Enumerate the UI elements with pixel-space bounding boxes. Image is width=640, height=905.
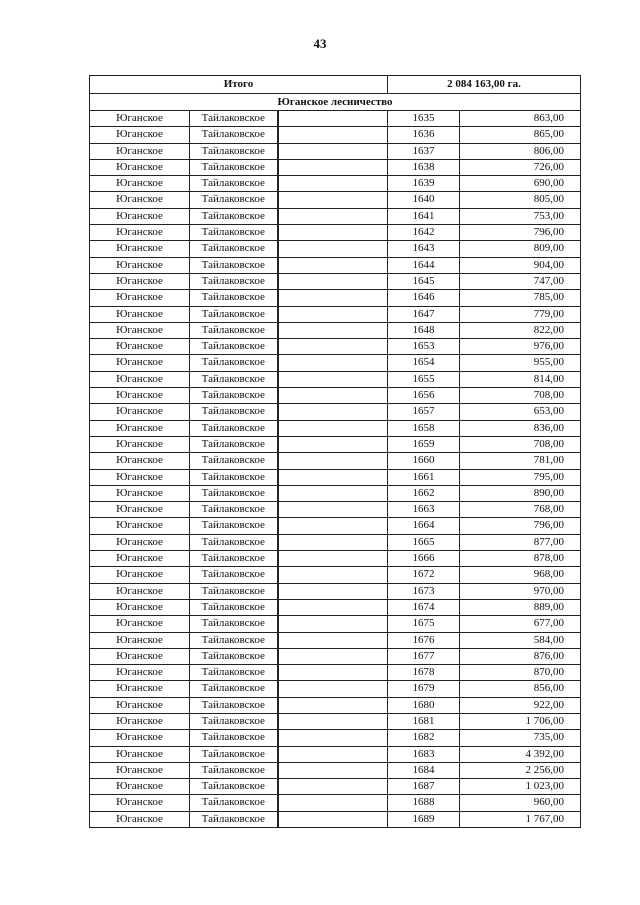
block-number-cell: 1665	[388, 534, 460, 550]
district-cell: Тайлаковское	[190, 322, 278, 338]
table-row	[90, 159, 581, 175]
district-cell: Тайлаковское	[190, 192, 278, 208]
forestry-cell: Юганское	[90, 339, 190, 355]
district-cell: Тайлаковское	[190, 371, 278, 387]
empty-cell	[278, 388, 388, 404]
forestry-cell: Юганское	[90, 648, 190, 664]
forestry-cell: Юганское	[90, 355, 190, 371]
forestry-cell: Юганское	[90, 502, 190, 518]
table-row	[90, 811, 581, 827]
block-number-cell: 1644	[388, 257, 460, 273]
area-cell: 1 023,00	[460, 779, 581, 795]
block-number-cell: 1655	[388, 371, 460, 387]
district-cell: Тайлаковское	[190, 599, 278, 615]
table-row	[90, 111, 581, 127]
district-cell: Тайлаковское	[190, 290, 278, 306]
district-cell: Тайлаковское	[190, 730, 278, 746]
block-number-cell: 1676	[388, 632, 460, 648]
block-number-cell: 1689	[388, 811, 460, 827]
block-number-cell: 1675	[388, 616, 460, 632]
district-cell: Тайлаковское	[190, 273, 278, 289]
forestry-cell: Юганское	[90, 208, 190, 224]
table-body	[90, 76, 581, 828]
area-cell: 747,00	[460, 273, 581, 289]
block-number-cell: 1639	[388, 176, 460, 192]
table-row	[90, 551, 581, 567]
table-row	[90, 241, 581, 257]
table-row	[90, 192, 581, 208]
forestry-cell: Юганское	[90, 599, 190, 615]
table-row	[90, 290, 581, 306]
table-row	[90, 388, 581, 404]
forestry-cell: Юганское	[90, 192, 190, 208]
table-row	[90, 632, 581, 648]
empty-cell	[278, 648, 388, 664]
block-number-cell: 1641	[388, 208, 460, 224]
empty-cell	[278, 257, 388, 273]
area-cell: 1 706,00	[460, 713, 581, 729]
block-number-cell: 1660	[388, 453, 460, 469]
empty-cell	[278, 339, 388, 355]
forestry-cell: Юганское	[90, 388, 190, 404]
area-cell: 863,00	[460, 111, 581, 127]
table-row	[90, 127, 581, 143]
block-number-cell: 1657	[388, 404, 460, 420]
block-number-cell: 1678	[388, 665, 460, 681]
district-cell: Тайлаковское	[190, 127, 278, 143]
district-cell: Тайлаковское	[190, 404, 278, 420]
area-cell: 889,00	[460, 599, 581, 615]
block-number-cell: 1664	[388, 518, 460, 534]
empty-cell	[278, 469, 388, 485]
empty-cell	[278, 811, 388, 827]
district-cell: Тайлаковское	[190, 697, 278, 713]
table-row	[90, 322, 581, 338]
table-row	[90, 485, 581, 501]
district-cell: Тайлаковское	[190, 111, 278, 127]
table-row	[90, 371, 581, 387]
district-cell: Тайлаковское	[190, 143, 278, 159]
area-cell: 968,00	[460, 567, 581, 583]
forestry-cell: Юганское	[90, 713, 190, 729]
empty-cell	[278, 404, 388, 420]
district-cell: Тайлаковское	[190, 779, 278, 795]
district-cell: Тайлаковское	[190, 176, 278, 192]
empty-cell	[278, 225, 388, 241]
empty-cell	[278, 111, 388, 127]
forestry-cell: Юганское	[90, 811, 190, 827]
district-cell: Тайлаковское	[190, 795, 278, 811]
page-number: 43	[313, 36, 327, 51]
district-cell: Тайлаковское	[190, 502, 278, 518]
area-cell: 878,00	[460, 551, 581, 567]
block-number-cell: 1653	[388, 339, 460, 355]
area-cell: 726,00	[460, 159, 581, 175]
forestry-cell: Юганское	[90, 730, 190, 746]
empty-cell	[278, 616, 388, 632]
table-row	[90, 420, 581, 436]
table-row	[90, 436, 581, 452]
empty-cell	[278, 436, 388, 452]
block-number-cell: 1654	[388, 355, 460, 371]
area-cell: 814,00	[460, 371, 581, 387]
table-row	[90, 665, 581, 681]
district-cell: Тайлаковское	[190, 681, 278, 697]
block-number-cell: 1677	[388, 648, 460, 664]
table-row	[90, 616, 581, 632]
area-cell: 890,00	[460, 485, 581, 501]
block-number-cell: 1638	[388, 159, 460, 175]
table-row	[90, 453, 581, 469]
block-number-cell: 1645	[388, 273, 460, 289]
table-row	[90, 746, 581, 762]
empty-cell	[278, 713, 388, 729]
table-row	[90, 713, 581, 729]
block-number-cell: 1647	[388, 306, 460, 322]
district-cell: Тайлаковское	[190, 241, 278, 257]
table-row	[90, 273, 581, 289]
area-cell: 806,00	[460, 143, 581, 159]
area-cell: 4 392,00	[460, 746, 581, 762]
table-row	[90, 518, 581, 534]
empty-cell	[278, 583, 388, 599]
table-row	[90, 469, 581, 485]
district-cell: Тайлаковское	[190, 306, 278, 322]
table-row	[90, 534, 581, 550]
district-cell: Тайлаковское	[190, 551, 278, 567]
block-number-cell: 1656	[388, 388, 460, 404]
forestry-cell: Юганское	[90, 632, 190, 648]
forestry-cell: Юганское	[90, 404, 190, 420]
area-cell: 976,00	[460, 339, 581, 355]
forestry-cell: Юганское	[90, 665, 190, 681]
table-row	[90, 583, 581, 599]
empty-cell	[278, 273, 388, 289]
forestry-cell: Юганское	[90, 241, 190, 257]
forestry-cell: Юганское	[90, 534, 190, 550]
forestry-cell: Юганское	[90, 746, 190, 762]
forestry-cell: Юганское	[90, 159, 190, 175]
block-number-cell: 1673	[388, 583, 460, 599]
area-cell: 822,00	[460, 322, 581, 338]
empty-cell	[278, 208, 388, 224]
district-cell: Тайлаковское	[190, 469, 278, 485]
forestry-cell: Юганское	[90, 420, 190, 436]
table-row	[90, 762, 581, 778]
forestry-cell: Юганское	[90, 273, 190, 289]
block-number-cell: 1662	[388, 485, 460, 501]
forestry-cell: Юганское	[90, 306, 190, 322]
block-number-cell: 1679	[388, 681, 460, 697]
empty-cell	[278, 534, 388, 550]
forestry-cell: Юганское	[90, 176, 190, 192]
district-cell: Тайлаковское	[190, 355, 278, 371]
empty-cell	[278, 502, 388, 518]
forestry-cell: Юганское	[90, 795, 190, 811]
table-row	[90, 404, 581, 420]
empty-cell	[278, 241, 388, 257]
area-cell: 856,00	[460, 681, 581, 697]
forestry-cell: Юганское	[90, 567, 190, 583]
empty-cell	[278, 551, 388, 567]
area-cell: 2 256,00	[460, 762, 581, 778]
area-cell: 735,00	[460, 730, 581, 746]
district-cell: Тайлаковское	[190, 339, 278, 355]
district-cell: Тайлаковское	[190, 518, 278, 534]
forestry-cell: Юганское	[90, 143, 190, 159]
district-cell: Тайлаковское	[190, 665, 278, 681]
total-value: 2 084 163,00 га.	[388, 76, 581, 94]
forestry-cell: Юганское	[90, 322, 190, 338]
empty-cell	[278, 143, 388, 159]
block-number-cell: 1661	[388, 469, 460, 485]
empty-cell	[278, 159, 388, 175]
area-cell: 904,00	[460, 257, 581, 273]
area-cell: 796,00	[460, 518, 581, 534]
empty-cell	[278, 192, 388, 208]
block-number-cell: 1672	[388, 567, 460, 583]
empty-cell	[278, 420, 388, 436]
district-cell: Тайлаковское	[190, 388, 278, 404]
district-cell: Тайлаковское	[190, 746, 278, 762]
district-cell: Тайлаковское	[190, 159, 278, 175]
forestry-cell: Юганское	[90, 127, 190, 143]
district-cell: Тайлаковское	[190, 648, 278, 664]
district-cell: Тайлаковское	[190, 762, 278, 778]
block-number-cell: 1683	[388, 746, 460, 762]
area-cell: 779,00	[460, 306, 581, 322]
empty-cell	[278, 762, 388, 778]
area-cell: 809,00	[460, 241, 581, 257]
area-cell: 768,00	[460, 502, 581, 518]
district-cell: Тайлаковское	[190, 420, 278, 436]
forestry-cell: Юганское	[90, 762, 190, 778]
table-row	[90, 779, 581, 795]
area-cell: 796,00	[460, 225, 581, 241]
area-cell: 795,00	[460, 469, 581, 485]
block-number-cell: 1643	[388, 241, 460, 257]
block-number-cell: 1648	[388, 322, 460, 338]
block-number-cell: 1635	[388, 111, 460, 127]
table-row	[90, 730, 581, 746]
table-row	[90, 648, 581, 664]
area-cell: 870,00	[460, 665, 581, 681]
section-row	[90, 94, 581, 111]
forestry-cell: Юганское	[90, 371, 190, 387]
area-cell: 708,00	[460, 436, 581, 452]
empty-cell	[278, 632, 388, 648]
table-row	[90, 257, 581, 273]
table-row	[90, 795, 581, 811]
block-number-cell: 1666	[388, 551, 460, 567]
block-number-cell: 1674	[388, 599, 460, 615]
empty-cell	[278, 127, 388, 143]
district-cell: Тайлаковское	[190, 632, 278, 648]
district-cell: Тайлаковское	[190, 713, 278, 729]
forestry-cell: Юганское	[90, 583, 190, 599]
empty-cell	[278, 697, 388, 713]
section-title: Юганское лесничество	[90, 94, 581, 111]
area-cell: 877,00	[460, 534, 581, 550]
forestry-cell: Юганское	[90, 616, 190, 632]
block-number-cell: 1637	[388, 143, 460, 159]
empty-cell	[278, 176, 388, 192]
block-number-cell: 1681	[388, 713, 460, 729]
area-cell: 653,00	[460, 404, 581, 420]
forestry-cell: Юганское	[90, 697, 190, 713]
district-cell: Тайлаковское	[190, 436, 278, 452]
table-row	[90, 697, 581, 713]
table-row	[90, 176, 581, 192]
empty-cell	[278, 322, 388, 338]
block-number-cell: 1663	[388, 502, 460, 518]
area-cell: 690,00	[460, 176, 581, 192]
area-cell: 677,00	[460, 616, 581, 632]
forestry-cell: Юганское	[90, 111, 190, 127]
table-row	[90, 143, 581, 159]
empty-cell	[278, 355, 388, 371]
forestry-cell: Юганское	[90, 779, 190, 795]
block-number-cell: 1688	[388, 795, 460, 811]
empty-cell	[278, 485, 388, 501]
forestry-cell: Юганское	[90, 469, 190, 485]
area-cell: 955,00	[460, 355, 581, 371]
empty-cell	[278, 779, 388, 795]
area-cell: 708,00	[460, 388, 581, 404]
forestry-cell: Юганское	[90, 290, 190, 306]
area-cell: 781,00	[460, 453, 581, 469]
empty-cell	[278, 306, 388, 322]
district-cell: Тайлаковское	[190, 257, 278, 273]
area-cell: 865,00	[460, 127, 581, 143]
block-number-cell: 1682	[388, 730, 460, 746]
forestry-cell: Юганское	[90, 518, 190, 534]
area-cell: 960,00	[460, 795, 581, 811]
block-number-cell: 1680	[388, 697, 460, 713]
total-label: Итого	[90, 76, 388, 94]
forest-blocks-table	[89, 75, 581, 828]
area-cell: 876,00	[460, 648, 581, 664]
empty-cell	[278, 567, 388, 583]
block-number-cell: 1642	[388, 225, 460, 241]
district-cell: Тайлаковское	[190, 225, 278, 241]
district-cell: Тайлаковское	[190, 616, 278, 632]
forestry-cell: Юганское	[90, 681, 190, 697]
empty-cell	[278, 453, 388, 469]
block-number-cell: 1640	[388, 192, 460, 208]
forestry-cell: Юганское	[90, 436, 190, 452]
block-number-cell: 1636	[388, 127, 460, 143]
table-row	[90, 208, 581, 224]
empty-cell	[278, 681, 388, 697]
district-cell: Тайлаковское	[190, 485, 278, 501]
area-cell: 753,00	[460, 208, 581, 224]
forestry-cell: Юганское	[90, 485, 190, 501]
forestry-cell: Юганское	[90, 225, 190, 241]
empty-cell	[278, 795, 388, 811]
empty-cell	[278, 371, 388, 387]
empty-cell	[278, 665, 388, 681]
area-cell: 836,00	[460, 420, 581, 436]
table-row	[90, 502, 581, 518]
block-number-cell: 1687	[388, 779, 460, 795]
area-cell: 922,00	[460, 697, 581, 713]
area-cell: 785,00	[460, 290, 581, 306]
table-row	[90, 567, 581, 583]
empty-cell	[278, 746, 388, 762]
district-cell: Тайлаковское	[190, 811, 278, 827]
block-number-cell: 1659	[388, 436, 460, 452]
forestry-cell: Юганское	[90, 257, 190, 273]
district-cell: Тайлаковское	[190, 583, 278, 599]
table-row	[90, 355, 581, 371]
table-row	[90, 681, 581, 697]
forestry-cell: Юганское	[90, 551, 190, 567]
district-cell: Тайлаковское	[190, 567, 278, 583]
table-row	[90, 225, 581, 241]
area-cell: 805,00	[460, 192, 581, 208]
district-cell: Тайлаковское	[190, 208, 278, 224]
table-row	[90, 339, 581, 355]
forestry-cell: Юганское	[90, 453, 190, 469]
table-row	[90, 599, 581, 615]
empty-cell	[278, 730, 388, 746]
block-number-cell: 1658	[388, 420, 460, 436]
district-cell: Тайлаковское	[190, 534, 278, 550]
empty-cell	[278, 290, 388, 306]
empty-cell	[278, 518, 388, 534]
area-cell: 1 767,00	[460, 811, 581, 827]
district-cell: Тайлаковское	[190, 453, 278, 469]
total-row	[90, 76, 581, 94]
area-cell: 584,00	[460, 632, 581, 648]
area-cell: 970,00	[460, 583, 581, 599]
block-number-cell: 1646	[388, 290, 460, 306]
table-row	[90, 306, 581, 322]
empty-cell	[278, 599, 388, 615]
block-number-cell: 1684	[388, 762, 460, 778]
